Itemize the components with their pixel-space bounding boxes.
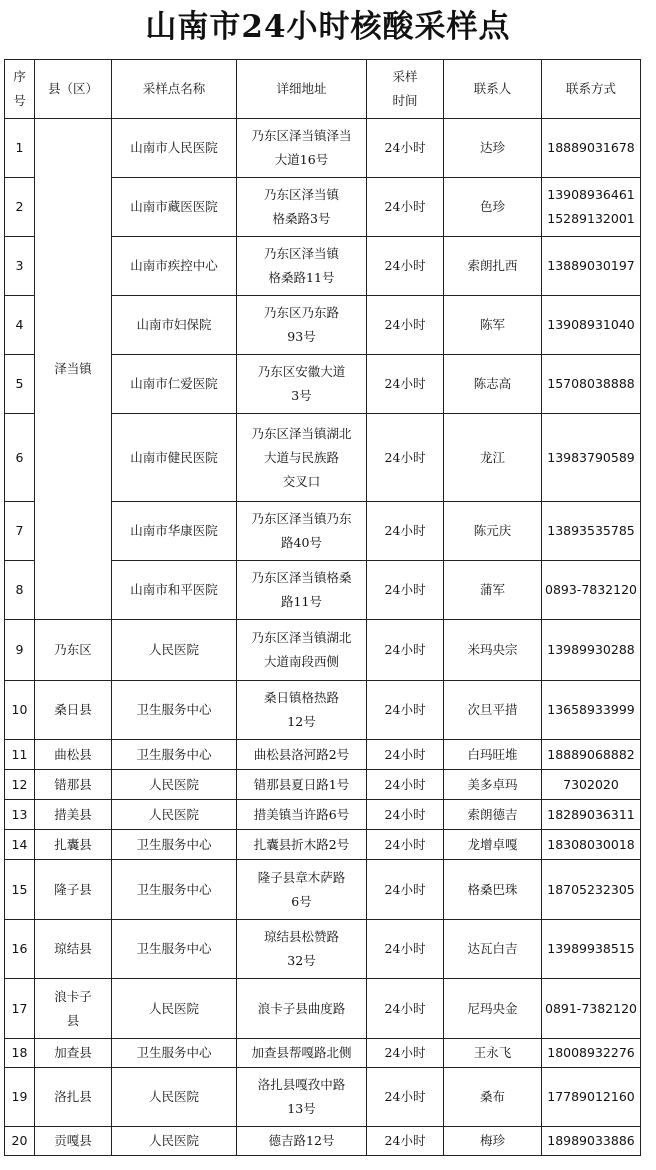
cell-time: 24小时 (367, 414, 444, 502)
cell-phone: 17789012160 (542, 1068, 641, 1127)
cell-seq: 17 (5, 979, 35, 1039)
cell-address: 扎囊县折木路2号 (237, 830, 367, 860)
cell-time: 24小时 (367, 681, 444, 740)
cell-seq: 10 (5, 681, 35, 740)
cell-site-name: 山南市健民医院 (112, 414, 237, 502)
cell-site-name: 卫生服务中心 (112, 830, 237, 860)
cell-contact: 次旦平措 (444, 681, 542, 740)
table-row (5, 979, 641, 1039)
cell-seq: 18 (5, 1039, 35, 1068)
cell-address: 德吉路12号 (237, 1127, 367, 1156)
cell-seq: 15 (5, 860, 35, 920)
header-address: 详细地址 (237, 60, 367, 119)
cell-contact: 达瓦白吉 (444, 920, 542, 979)
cell-site-name: 山南市人民医院 (112, 119, 237, 178)
cell-site-name: 山南市妇保院 (112, 296, 237, 355)
cell-phone: 18705232305 (542, 860, 641, 920)
cell-time: 24小时 (367, 920, 444, 979)
cell-time: 24小时 (367, 561, 444, 620)
cell-seq: 20 (5, 1127, 35, 1156)
cell-contact: 陈军 (444, 296, 542, 355)
cell-county: 浪卡子 县 (35, 979, 112, 1039)
cell-address: 乃东区泽当镇泽当 大道16号 (237, 119, 367, 178)
cell-contact: 蒲军 (444, 561, 542, 620)
cell-seq: 4 (5, 296, 35, 355)
header-seq: 序 号 (5, 60, 35, 119)
cell-contact: 陈元庆 (444, 502, 542, 561)
cell-phone: 13908936461 15289132001 (542, 178, 641, 237)
cell-seq: 13 (5, 800, 35, 830)
cell-phone: 18308030018 (542, 830, 641, 860)
cell-time: 24小时 (367, 355, 444, 414)
cell-phone: 13983790589 (542, 414, 641, 502)
cell-phone: 18889031678 (542, 119, 641, 178)
header-county: 县（区） (35, 60, 112, 119)
table-row (5, 1039, 641, 1068)
page-title: 山南市24小时核酸采样点 (145, 9, 511, 45)
cell-site-name: 人民医院 (112, 979, 237, 1039)
table-row (5, 800, 641, 830)
cell-county: 错那县 (35, 770, 112, 800)
cell-site-name: 卫生服务中心 (112, 1039, 237, 1068)
cell-address: 错那县夏日路1号 (237, 770, 367, 800)
cell-time: 24小时 (367, 770, 444, 800)
cell-phone: 13893535785 (542, 502, 641, 561)
cell-seq: 2 (5, 178, 35, 237)
cell-site-name: 山南市华康医院 (112, 502, 237, 561)
cell-seq: 3 (5, 237, 35, 296)
cell-site-name: 人民医院 (112, 800, 237, 830)
cell-time: 24小时 (367, 979, 444, 1039)
cell-address: 隆子县章木萨路 6号 (237, 860, 367, 920)
cell-address: 乃东区泽当镇 格桑路11号 (237, 237, 367, 296)
cell-seq: 7 (5, 502, 35, 561)
cell-county: 隆子县 (35, 860, 112, 920)
cell-contact: 梅珍 (444, 1127, 542, 1156)
cell-contact: 索朗德吉 (444, 800, 542, 830)
cell-time: 24小时 (367, 178, 444, 237)
cell-time: 24小时 (367, 296, 444, 355)
table-row (5, 1127, 641, 1156)
cell-county-group: 泽当镇 (35, 119, 112, 620)
cell-time: 24小时 (367, 1068, 444, 1127)
cell-contact: 格桑巴珠 (444, 860, 542, 920)
header-contact: 联系人 (444, 60, 542, 119)
cell-phone: 13989930288 (542, 620, 641, 681)
table-row (5, 1068, 641, 1127)
cell-time: 24小时 (367, 119, 444, 178)
header-phone: 联系方式 (542, 60, 641, 119)
cell-time: 24小时 (367, 502, 444, 561)
cell-time: 24小时 (367, 800, 444, 830)
cell-address: 乃东区泽当镇 格桑路3号 (237, 178, 367, 237)
cell-time: 24小时 (367, 620, 444, 681)
cell-address: 乃东区安徽大道 3号 (237, 355, 367, 414)
cell-seq: 5 (5, 355, 35, 414)
cell-phone: 18889068882 (542, 740, 641, 770)
cell-phone: 7302020 (542, 770, 641, 800)
cell-seq: 14 (5, 830, 35, 860)
cell-phone: 13889030197 (542, 237, 641, 296)
cell-site-name: 人民医院 (112, 1068, 237, 1127)
cell-contact: 王永飞 (444, 1039, 542, 1068)
cell-seq: 11 (5, 740, 35, 770)
cell-county: 扎囊县 (35, 830, 112, 860)
cell-contact: 龙增卓嘎 (444, 830, 542, 860)
table-row (5, 620, 641, 681)
cell-seq: 9 (5, 620, 35, 681)
cell-site-name: 山南市仁爱医院 (112, 355, 237, 414)
table-row (5, 770, 641, 800)
cell-phone: 18989033886 (542, 1127, 641, 1156)
table-header-row (5, 60, 641, 119)
cell-seq: 6 (5, 414, 35, 502)
cell-site-name: 卫生服务中心 (112, 920, 237, 979)
cell-phone: 0891-7382120 (542, 979, 641, 1039)
cell-seq: 19 (5, 1068, 35, 1127)
cell-county: 桑日县 (35, 681, 112, 740)
cell-contact: 米玛央宗 (444, 620, 542, 681)
cell-address: 乃东区泽当镇湖北 大道南段西侧 (237, 620, 367, 681)
cell-phone: 18008932276 (542, 1039, 641, 1068)
cell-address: 乃东区泽当镇湖北 大道与民族路 交叉口 (237, 414, 367, 502)
cell-phone: 13989938515 (542, 920, 641, 979)
cell-address: 曲松县洛河路2号 (237, 740, 367, 770)
cell-phone: 13908931040 (542, 296, 641, 355)
cell-county: 乃东区 (35, 620, 112, 681)
cell-address: 乃东区泽当镇格桑 路11号 (237, 561, 367, 620)
cell-contact: 索朗扎西 (444, 237, 542, 296)
cell-county: 洛扎县 (35, 1068, 112, 1127)
cell-address: 琼结县松赞路 32号 (237, 920, 367, 979)
cell-contact: 尼玛央金 (444, 979, 542, 1039)
cell-seq: 16 (5, 920, 35, 979)
cell-phone: 13658933999 (542, 681, 641, 740)
cell-county: 琼结县 (35, 920, 112, 979)
table-row (5, 830, 641, 860)
table-row (5, 119, 641, 178)
cell-contact: 陈志高 (444, 355, 542, 414)
table-row (5, 681, 641, 740)
table-row (5, 920, 641, 979)
cell-site-name: 人民医院 (112, 770, 237, 800)
cell-time: 24小时 (367, 830, 444, 860)
cell-contact: 桑布 (444, 1068, 542, 1127)
cell-seq: 8 (5, 561, 35, 620)
cell-time: 24小时 (367, 740, 444, 770)
cell-address: 加查县帮嘎路北侧 (237, 1039, 367, 1068)
cell-address: 洛扎县嘎孜中路 13号 (237, 1068, 367, 1127)
table-row (5, 740, 641, 770)
header-name: 采样点名称 (112, 60, 237, 119)
cell-address: 乃东区泽当镇乃东 路40号 (237, 502, 367, 561)
cell-address: 乃东区乃东路 93号 (237, 296, 367, 355)
cell-time: 24小时 (367, 1039, 444, 1068)
cell-contact: 色珍 (444, 178, 542, 237)
cell-site-name: 卫生服务中心 (112, 860, 237, 920)
cell-site-name: 人民医院 (112, 1127, 237, 1156)
cell-site-name: 山南市藏医医院 (112, 178, 237, 237)
cell-contact: 龙江 (444, 414, 542, 502)
cell-seq: 1 (5, 119, 35, 178)
cell-phone: 15708038888 (542, 355, 641, 414)
cell-county: 贡嘎县 (35, 1127, 112, 1156)
cell-site-name: 卫生服务中心 (112, 740, 237, 770)
cell-contact: 白玛旺堆 (444, 740, 542, 770)
cell-site-name: 山南市疾控中心 (112, 237, 237, 296)
header-time: 采样 时间 (367, 60, 444, 119)
cell-address: 浪卡子县曲度路 (237, 979, 367, 1039)
cell-site-name: 人民医院 (112, 620, 237, 681)
cell-contact: 达珍 (444, 119, 542, 178)
cell-phone: 18289036311 (542, 800, 641, 830)
sampling-sites-table (4, 59, 641, 1156)
cell-county: 曲松县 (35, 740, 112, 770)
cell-time: 24小时 (367, 860, 444, 920)
cell-county: 措美县 (35, 800, 112, 830)
cell-seq: 12 (5, 770, 35, 800)
cell-time: 24小时 (367, 237, 444, 296)
table-row (5, 860, 641, 920)
cell-phone: 0893-7832120 (542, 561, 641, 620)
cell-time: 24小时 (367, 1127, 444, 1156)
cell-address: 措美镇当许路6号 (237, 800, 367, 830)
cell-contact: 美多卓玛 (444, 770, 542, 800)
cell-county: 加查县 (35, 1039, 112, 1068)
cell-site-name: 山南市和平医院 (112, 561, 237, 620)
cell-site-name: 卫生服务中心 (112, 681, 237, 740)
cell-address: 桑日镇格热路 12号 (237, 681, 367, 740)
